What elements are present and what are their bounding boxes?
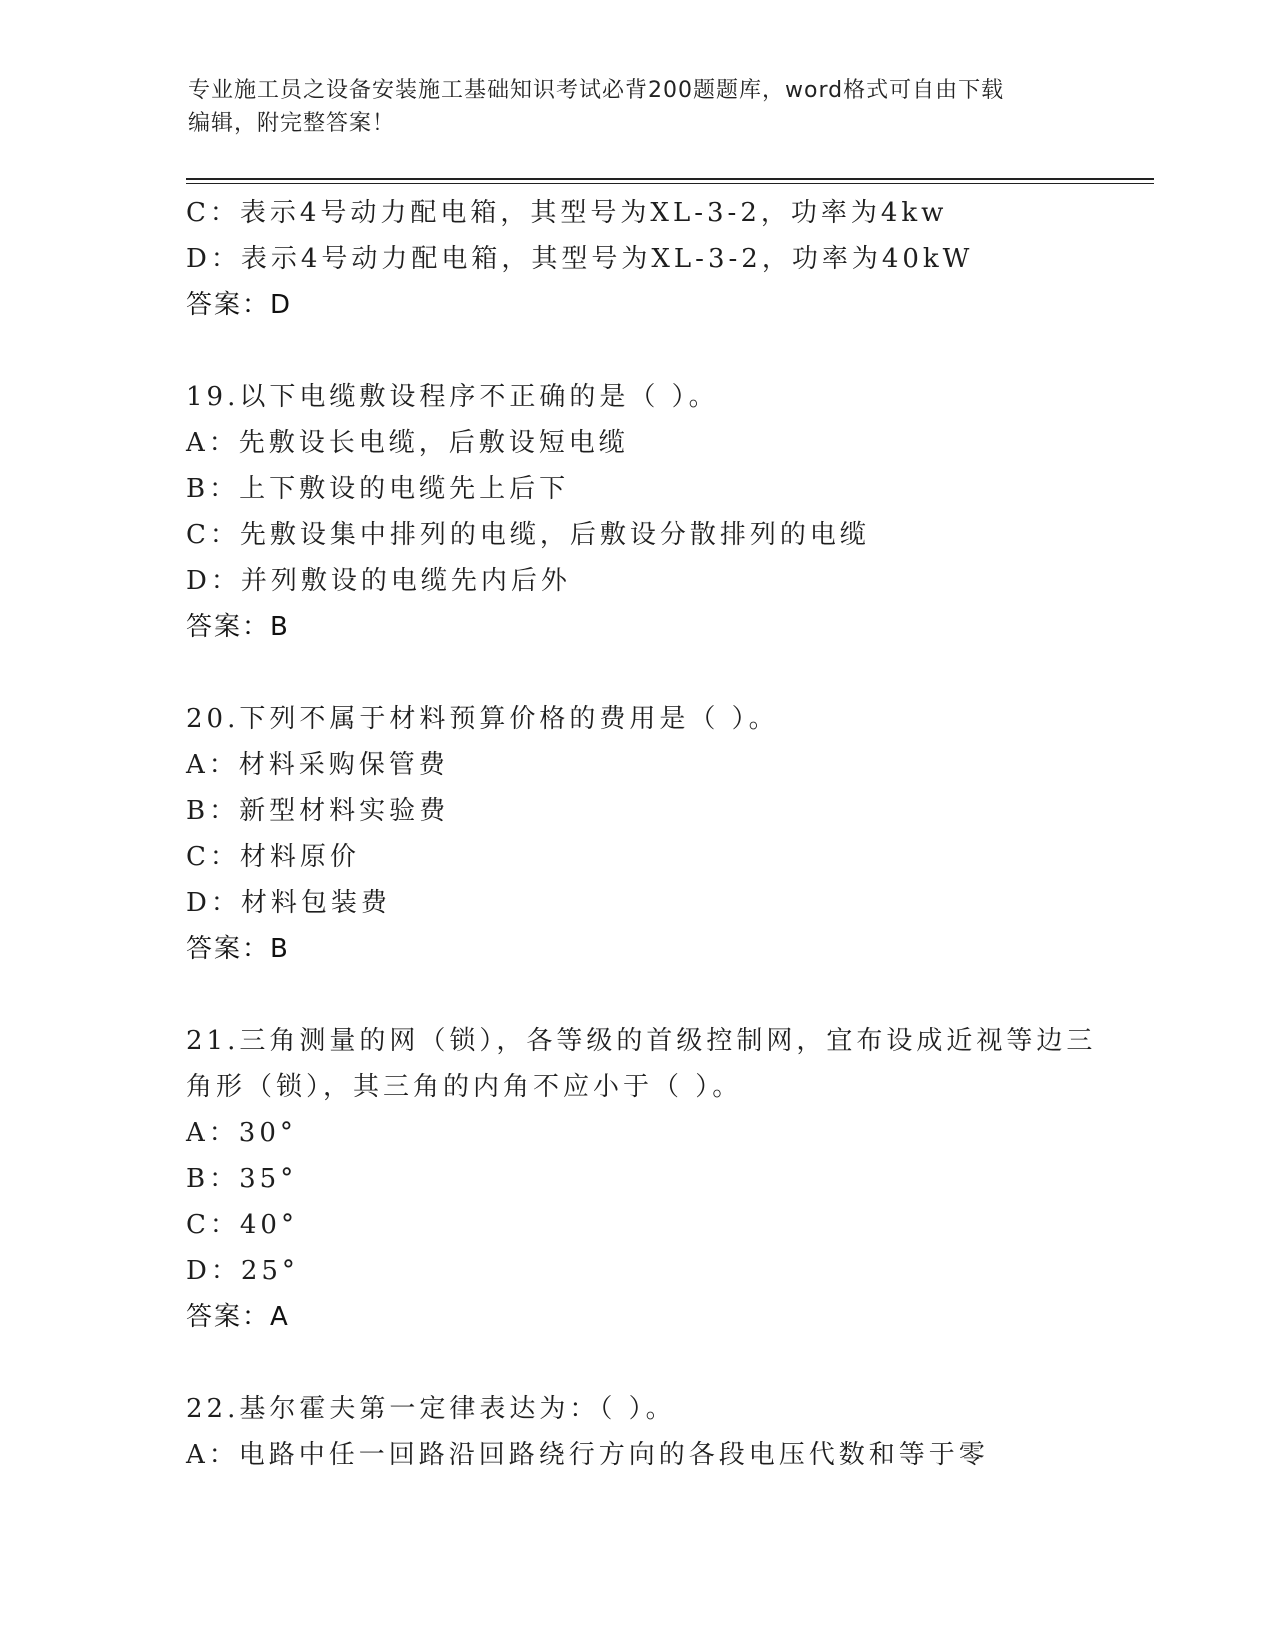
question-stem: 20.下列不属于材料预算价格的费用是（ ）。 xyxy=(186,704,779,734)
option-d: D：25° xyxy=(186,1256,299,1286)
question-block-21 xyxy=(186,1018,1146,1340)
option-c: C：40° xyxy=(186,1210,298,1240)
option-a: A：先敷设长电缆，后敷设短电缆 xyxy=(186,428,629,458)
spacer xyxy=(186,1340,1146,1386)
answer-line: 答案：B xyxy=(186,612,290,642)
question-stem-line-1: 21.三角测量的网（锁），各等级的首级控制网，宜布设成近视等边三 xyxy=(186,1026,1097,1056)
option-a: A：电路中任一回路沿回路绕行方向的各段电压代数和等于零 xyxy=(186,1440,989,1470)
header-divider-thin xyxy=(186,183,1154,184)
option-d: D：并列敷设的电缆先内后外 xyxy=(186,566,571,596)
document-header xyxy=(188,74,1088,140)
answer-line: 答案：B xyxy=(186,934,290,964)
answer-line: 答案：D xyxy=(186,290,293,320)
question-list xyxy=(186,190,1146,1478)
spacer xyxy=(186,328,1146,374)
spacer xyxy=(186,972,1146,1018)
answer-line: 答案：A xyxy=(186,1302,290,1332)
option-c: C：材料原价 xyxy=(186,842,360,872)
question-stem-line-2: 角形（锁），其三角的内角不应小于（ ）。 xyxy=(186,1072,743,1102)
header-divider-thick xyxy=(186,178,1154,180)
option-b: B：上下敷设的电缆先上后下 xyxy=(186,474,570,504)
option-a: A：材料采购保管费 xyxy=(186,750,449,780)
question-block-19 xyxy=(186,374,1146,650)
option-b: B：新型材料实验费 xyxy=(186,796,450,826)
option-b: B：35° xyxy=(186,1164,298,1194)
question-stem: 19.以下电缆敷设程序不正确的是（ ）。 xyxy=(186,382,719,412)
option-a: A：30° xyxy=(186,1118,297,1148)
header-line-2: 编辑，附完整答案！ xyxy=(188,111,396,136)
header-line-1: 专业施工员之设备安装施工基础知识考试必背200题题库，word格式可自由下载 xyxy=(188,78,1005,103)
option-c: C：先敷设集中排列的电缆，后敷设分散排列的电缆 xyxy=(186,520,870,550)
option-d: D：材料包装费 xyxy=(186,888,391,918)
question-block-20 xyxy=(186,696,1146,972)
spacer xyxy=(186,650,1146,696)
prev-question-block xyxy=(186,190,1146,328)
option-c: C：表示4号动力配电箱，其型号为XL-3-2，功率为4kw xyxy=(186,198,948,228)
question-stem: 22.基尔霍夫第一定律表达为：（ ）。 xyxy=(186,1394,676,1424)
question-block-22 xyxy=(186,1386,1146,1478)
option-d: D：表示4号动力配电箱，其型号为XL-3-2，功率为40kW xyxy=(186,244,974,274)
